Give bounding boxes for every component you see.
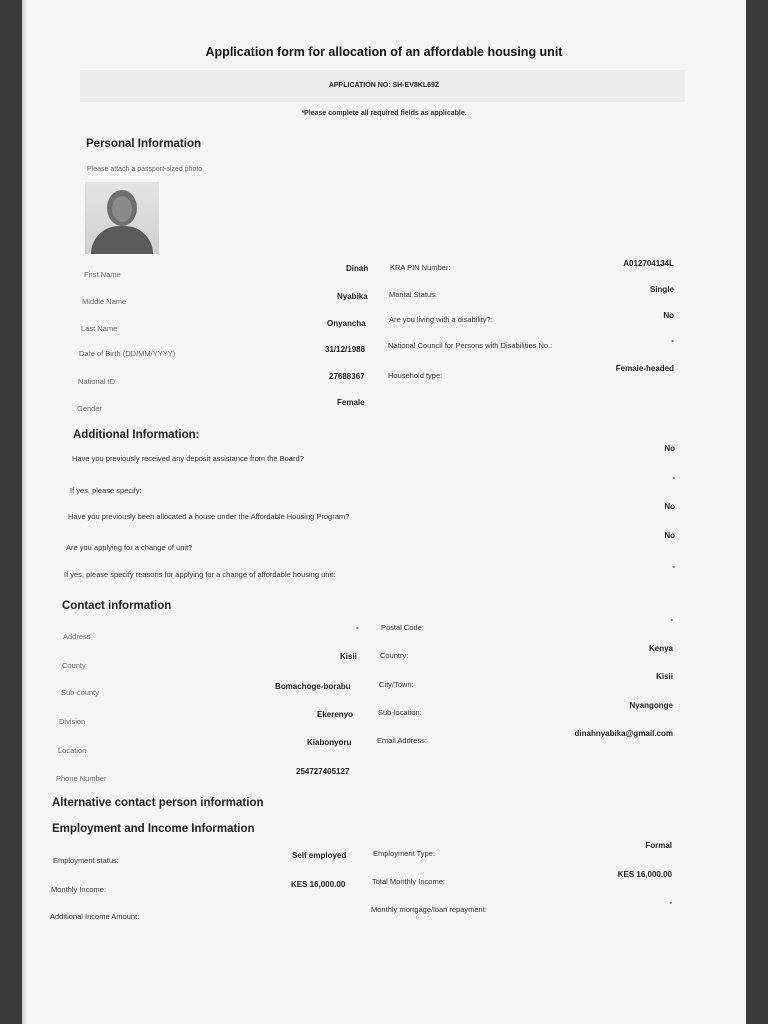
city-town-value: Kisii bbox=[656, 672, 673, 681]
required-fields-note: *Please complete all required fields as applicable. bbox=[301, 110, 467, 117]
deposit-specify-answer: - bbox=[672, 473, 675, 482]
form-title: Application form for allocation of an affordable housing unit bbox=[205, 45, 563, 59]
gender-value: Female bbox=[337, 398, 365, 407]
change-reason-answer: - bbox=[672, 562, 675, 571]
national-id-label: National ID bbox=[78, 377, 116, 386]
address-label: Address bbox=[63, 632, 91, 641]
employment-income-heading: Employment and Income Information bbox=[52, 823, 255, 835]
country-label: Country: bbox=[380, 651, 409, 660]
change-of-unit-question: Are you applying for a change of unit? bbox=[66, 543, 193, 552]
kra-pin-label: KRA PIN Number: bbox=[390, 263, 451, 272]
additional-info-heading: Additional Information: bbox=[73, 429, 200, 441]
last-name-label: Last Name bbox=[81, 324, 118, 333]
photo-instruction: Please attach a passport-sized photo bbox=[87, 166, 203, 173]
county-label: County bbox=[62, 661, 86, 670]
household-type-value: Female-headed bbox=[615, 364, 674, 373]
location-value: Kiabonyoru bbox=[307, 738, 352, 747]
sub-location-value: Nyangonge bbox=[629, 701, 673, 710]
deposit-assistance-question: Have you previously received any deposit assistance from the Board? bbox=[72, 454, 304, 463]
change-of-unit-answer: No bbox=[664, 531, 675, 540]
phone-number-label: Phone Number bbox=[56, 774, 107, 783]
division-value: Ekerenyo bbox=[317, 710, 354, 719]
postal-code-label: Postal Code: bbox=[381, 623, 424, 632]
change-reason-question: If yes, please specify reasons for applying for a change of affordable housing unit: bbox=[64, 570, 336, 579]
employment-type-value: Formal bbox=[645, 841, 672, 850]
monthly-income-value: KES 16,000.00 bbox=[291, 880, 346, 889]
deposit-assistance-answer: No bbox=[664, 444, 675, 453]
disability-value: No bbox=[663, 311, 674, 320]
county-value: Kisii bbox=[340, 652, 357, 661]
city-town-label: City/Town: bbox=[379, 680, 414, 689]
middle-name-value: Nyabika bbox=[337, 292, 368, 301]
alternative-contact-heading: Alternative contact person information bbox=[52, 797, 264, 809]
disability-label: Are you living with a disability?: bbox=[389, 315, 493, 324]
ncpwd-value: - bbox=[671, 336, 674, 345]
national-id-value: 27688367 bbox=[329, 372, 365, 381]
dob-value: 31/12/1988 bbox=[325, 345, 366, 354]
application-number: APPLICATION NO: SH-EV8KL69Z bbox=[328, 82, 440, 89]
marital-status-value: Single bbox=[649, 285, 674, 294]
sub-county-label: Sub-county bbox=[61, 688, 99, 697]
last-name-value: Onyancha bbox=[327, 319, 366, 328]
gender-label: Gender bbox=[77, 404, 103, 413]
previous-allocation-question: Have you previously been allocated a house under the Affordable Housing Program? bbox=[68, 512, 350, 521]
sub-county-value: Bomachoge-borabu bbox=[275, 682, 351, 691]
email-label: Email Address: bbox=[377, 736, 428, 745]
mortgage-repayment-label: Monthly mortgage/loan repayment: bbox=[371, 905, 487, 914]
kra-pin-value: A012704134L bbox=[623, 259, 674, 268]
passport-photo bbox=[85, 182, 159, 254]
first-name-label: First Name bbox=[84, 270, 121, 279]
contact-info-heading: Contact information bbox=[62, 600, 172, 612]
employment-status-label: Employment status: bbox=[53, 856, 119, 865]
address-value: - bbox=[356, 623, 359, 632]
ncpwd-label: National Council for Persons with Disabilities No.: bbox=[388, 341, 553, 350]
household-type-label: Household type: bbox=[388, 371, 443, 380]
mortgage-repayment-value: - bbox=[669, 898, 672, 907]
middle-name-label: Middle Name bbox=[82, 297, 127, 306]
total-monthly-income-label: Total Monthly Income: bbox=[372, 877, 445, 886]
marital-status-label: Marital Status: bbox=[389, 290, 437, 299]
page-edge-shadow bbox=[22, 0, 28, 1024]
employment-type-label: Employment Type: bbox=[373, 849, 435, 858]
division-label: Division bbox=[59, 717, 86, 726]
total-monthly-income-value: KES 16,000.00 bbox=[617, 870, 672, 879]
employment-status-value: Self employed bbox=[292, 851, 347, 860]
country-value: Kenya bbox=[648, 644, 673, 653]
monthly-income-label: Monthly Income: bbox=[51, 885, 107, 894]
deposit-specify-question: If yes, please specify: bbox=[70, 486, 142, 495]
sub-location-label: Sub-location: bbox=[378, 708, 422, 717]
personal-info-heading: Personal Information bbox=[86, 138, 202, 150]
previous-allocation-answer: No bbox=[664, 502, 675, 511]
location-label: Location bbox=[58, 746, 87, 755]
first-name-value: Dinah bbox=[346, 264, 369, 273]
postal-code-value: - bbox=[670, 615, 673, 624]
phone-number-value: 254727405127 bbox=[296, 767, 350, 776]
email-value: dinahnyabika@gmail.com bbox=[574, 729, 673, 738]
dob-label: Date of Birth (DD/MM/YYYY) bbox=[79, 349, 176, 358]
additional-income-label: Additional Income Amount: bbox=[50, 912, 140, 921]
